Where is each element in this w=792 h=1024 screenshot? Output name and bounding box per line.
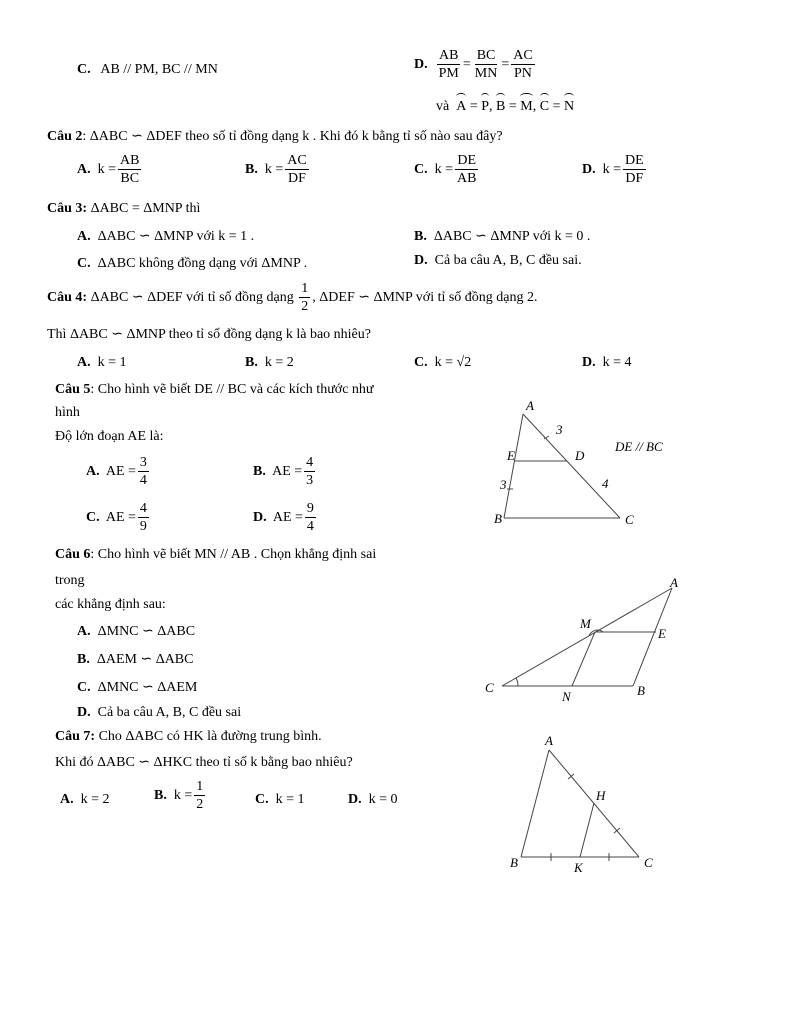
question-4-line2: Thì ΔABC ∽ ΔMNP theo tỉ số đồng dạng k là bao nhiêu?: [47, 327, 371, 342]
edge-ba: [633, 588, 672, 686]
top-option-d: D. $\frac{AB}{PM}$ = $\frac{BC}{MN}$ = $\frac{AC}{PN}$: [414, 48, 533, 82]
q7-option-a[interactable]: A. k = 2: [60, 792, 110, 807]
q5-triangle-figure: [480, 392, 700, 532]
label-n: N: [562, 689, 571, 704]
question-6-line3: các khẳng định sau:: [55, 597, 166, 612]
edge-ab: [504, 414, 523, 518]
fraction: $\frac{9}{4}$: [306, 501, 314, 535]
label-h: H: [596, 788, 606, 803]
q6-option-b[interactable]: B. ΔAEM ∽ ΔABC: [77, 652, 194, 667]
top-option-c: C. AB // PM, BC // MN: [77, 62, 218, 77]
q7-triangle-figure: [495, 732, 665, 882]
q2-option-b[interactable]: B. k = $\frac{AC}{DF}$: [245, 153, 307, 187]
fraction: $\frac{4}{9}$: [139, 501, 147, 535]
q3-option-a[interactable]: A. ΔABC ∽ ΔMNP với k = 1 .: [77, 229, 255, 244]
question-5-line2: hình: [55, 405, 80, 420]
edge-ac: [523, 414, 620, 518]
q5-option-d[interactable]: D. AE = $\frac{9}{4}$: [253, 501, 314, 535]
q7-option-b[interactable]: B. k = $\frac{1}{2}$: [154, 779, 204, 813]
label-d: D: [575, 448, 585, 463]
label-b: B: [510, 855, 518, 870]
fraction: $\frac{AC}{DF}$: [287, 153, 307, 187]
question-5: Câu 5: Cho hình vẽ biết DE // BC và các kích thước như: [55, 382, 374, 397]
fraction: $\frac{DE}{DF}$: [625, 153, 644, 187]
fraction: $\frac{AC}{PN}$: [513, 48, 533, 82]
question-2: Câu 2: ΔABC ∽ ΔDEF theo số tỉ đồng dạng k . Khi đó k bằng tỉ số nào sau đây?: [47, 129, 503, 144]
label-e: E: [658, 626, 666, 641]
q2-option-a[interactable]: A. k = $\frac{AB}{BC}$: [77, 153, 140, 187]
q4-option-d[interactable]: D. k = 4: [582, 355, 632, 370]
question-6: Câu 6: Cho hình vẽ biết MN // AB . Chọn khẳng định sai: [55, 547, 377, 562]
label-c: C: [485, 680, 494, 695]
question-7: Câu 7: Cho ΔABC có HK là đường trung bình.: [55, 729, 322, 744]
q2-option-d[interactable]: D. k = $\frac{DE}{DF}$: [582, 153, 644, 187]
label-a: A: [526, 398, 534, 413]
label-c: C: [625, 512, 634, 527]
fraction: $\frac{3}{4}$: [139, 455, 147, 489]
question-4: Câu 4: ΔABC ∽ ΔDEF với tỉ số đồng dạng $\frac{1}{2}$ , ΔDEF ∽ ΔMNP với tỉ số đồng dạng 2.: [47, 281, 538, 315]
question-3: Câu 3: ΔABC = ΔMNP thì: [47, 201, 201, 216]
q5-option-a[interactable]: A. AE = $\frac{3}{4}$: [86, 455, 147, 489]
q6-option-a[interactable]: A. ΔMNC ∽ ΔABC: [77, 624, 196, 639]
label-4: 4: [602, 476, 609, 491]
label-note: DE // BC: [615, 439, 663, 454]
label-k: K: [574, 860, 583, 875]
edge-hk: [580, 803, 594, 857]
q7-option-c[interactable]: C. k = 1: [255, 792, 305, 807]
fraction: $\frac{1}{2}$: [196, 779, 204, 813]
label-b: B: [637, 683, 645, 698]
q5-option-b[interactable]: B. AE = $\frac{4}{3}$: [253, 455, 314, 489]
fraction: $\frac{4}{3}$: [306, 455, 314, 489]
q5-option-c[interactable]: C. AE = $\frac{4}{9}$: [86, 501, 147, 535]
question-5-line3: Độ lớn đoạn AE là:: [55, 429, 164, 444]
angle-mark-c: [516, 678, 518, 686]
label-a: A: [545, 733, 553, 748]
label-e: E: [507, 448, 515, 463]
edge-ca: [502, 588, 672, 686]
q6-option-d[interactable]: D. Cả ba câu A, B, C đều sai: [77, 705, 242, 720]
question-7-line2: Khi đó ΔABC ∽ ΔHKC theo tỉ số k bằng bao nhiêu?: [55, 755, 353, 770]
q4-option-b[interactable]: B. k = 2: [245, 355, 294, 370]
label-3b: 3: [500, 477, 507, 492]
q7-option-d[interactable]: D. k = 0: [348, 792, 398, 807]
fraction: $\frac{AB}{BC}$: [120, 153, 140, 187]
top-option-d-angles: và A = P, B = M, C = N: [436, 99, 575, 114]
label-b: B: [494, 511, 502, 526]
q4-option-a[interactable]: A. k = 1: [77, 355, 127, 370]
fraction: $\frac{1}{2}$: [301, 281, 309, 315]
q6-figure: [480, 570, 700, 705]
q4-option-c[interactable]: C. k = √2: [414, 355, 472, 370]
q2-option-c[interactable]: C. k = $\frac{DE}{AB}$: [414, 153, 477, 187]
q3-option-b[interactable]: B. ΔABC ∽ ΔMNP với k = 0 .: [414, 229, 591, 244]
fraction: $\frac{AB}{PM}$: [438, 48, 459, 82]
edge-mn: [572, 632, 595, 686]
q3-option-c[interactable]: C. ΔABC không đồng dạng với ΔMNP .: [77, 256, 308, 271]
question-6-line2: trong: [55, 573, 85, 588]
label-m: M: [580, 616, 591, 631]
q3-option-d[interactable]: D. Cả ba câu A, B, C đều sai.: [414, 253, 582, 268]
label-3: 3: [556, 422, 563, 437]
fraction: $\frac{BC}{MN}$: [474, 48, 498, 82]
edge-ab: [521, 750, 549, 857]
fraction: $\frac{DE}{AB}$: [457, 153, 477, 187]
label-a: A: [670, 575, 678, 590]
q6-option-c[interactable]: C. ΔMNC ∽ ΔAEM: [77, 680, 198, 695]
label-c: C: [644, 855, 653, 870]
